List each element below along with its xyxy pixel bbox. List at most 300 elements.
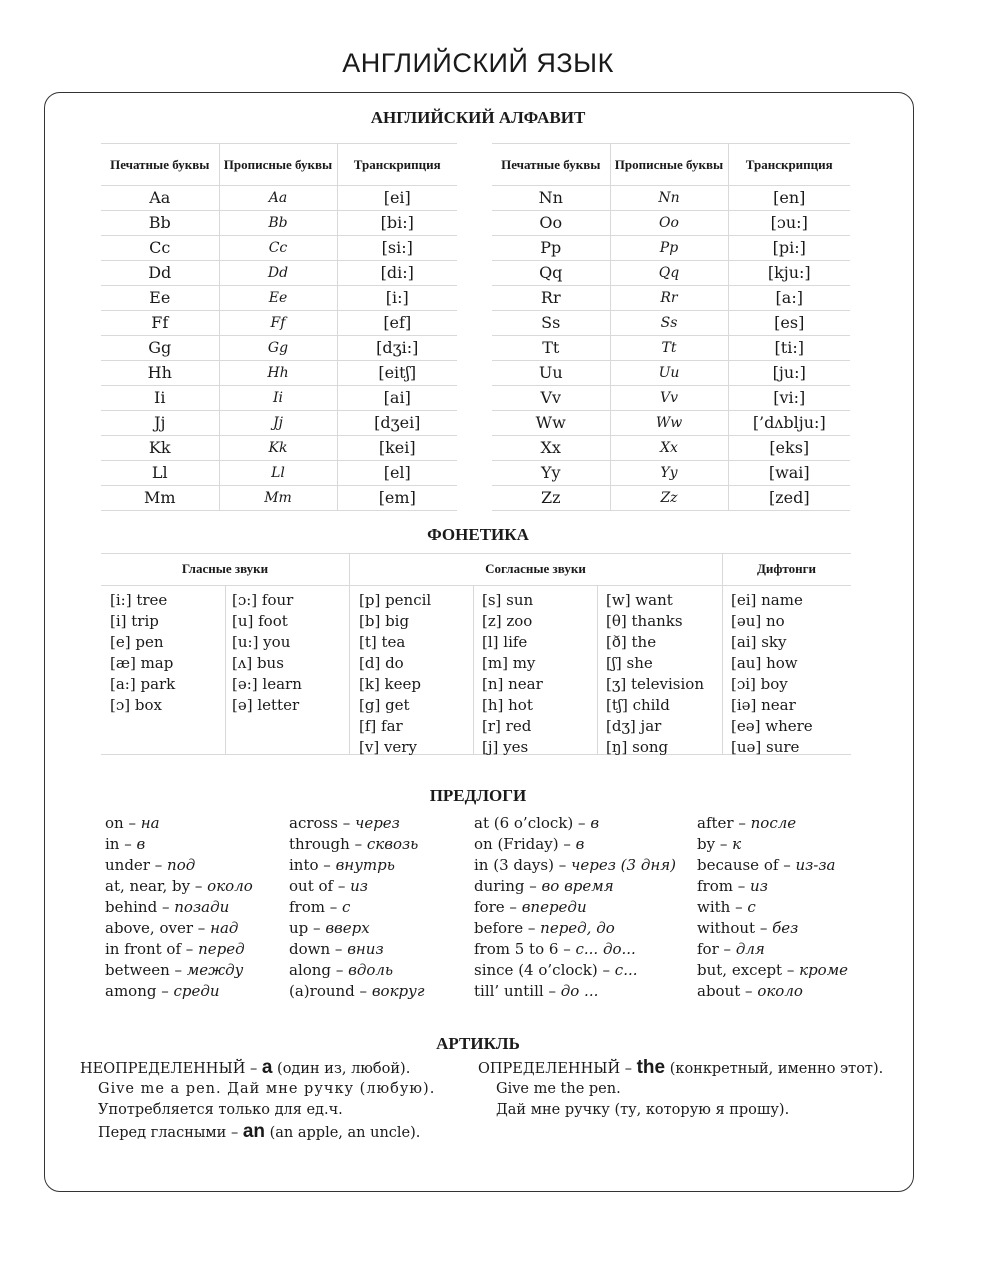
consonants-column-2 <box>482 590 543 758</box>
indefinite-example: Give me a pen. Дай мне ручку (любую). <box>98 1081 436 1097</box>
preposition-english: but, except <box>697 961 783 979</box>
dash-separator: – <box>190 877 208 895</box>
phonetic-sound: [h] hot <box>482 696 533 714</box>
preposition-english: before <box>474 919 524 937</box>
column-divider <box>597 586 598 754</box>
preposition-item <box>697 813 848 834</box>
preposition-russian: с... <box>614 961 638 979</box>
phonetic-sound: [ə:] learn <box>232 675 302 693</box>
preposition-russian: до ... <box>560 982 599 1000</box>
preposition-english: above, over <box>105 919 194 937</box>
dash-separator: – <box>308 919 326 937</box>
preposition-english: on <box>105 814 124 832</box>
phonetic-sound: [b] big <box>359 612 410 630</box>
definite-label: ОПРЕДЕЛЕННЫЙ – <box>478 1061 632 1077</box>
preposition-item <box>697 834 848 855</box>
preposition-russian: с... до... <box>575 940 636 958</box>
preposition-english: after <box>697 814 734 832</box>
preposition-russian: над <box>210 919 239 937</box>
phonetics-title: ФОНЕТИКА <box>427 525 529 544</box>
preposition-english: in front of <box>105 940 182 958</box>
dash-separator: – <box>543 982 561 1000</box>
preposition-russian: в <box>590 814 600 832</box>
preposition-item <box>289 918 424 939</box>
preposition-russian: через (3 дня) <box>571 856 676 874</box>
dash-separator: – <box>330 940 348 958</box>
preposition-english: at (6 o’clock) <box>474 814 574 832</box>
alphabet-row <box>492 336 850 361</box>
alphabet-row <box>101 261 457 286</box>
header-printed: Печатные буквы <box>101 144 219 186</box>
column-divider <box>349 554 350 754</box>
transcription: [dʒei] <box>337 411 457 436</box>
dash-separator: – <box>157 898 175 916</box>
preposition-english: in <box>105 835 120 853</box>
preposition-item <box>697 981 848 1002</box>
phonetic-sound: [m] my <box>482 654 536 672</box>
preposition-english: through <box>289 835 350 853</box>
cursive-letter: Aa <box>219 186 337 211</box>
cursive-letter: Ss <box>610 311 728 336</box>
printed-letter: Gg <box>101 336 219 361</box>
preposition-english: with <box>697 898 731 916</box>
vowel-label: Перед гласными – <box>98 1125 239 1141</box>
preposition-russian: из-за <box>795 856 836 874</box>
dash-separator: – <box>149 856 168 874</box>
preposition-english: on (Friday) <box>474 835 559 853</box>
preposition-russian: для <box>735 940 765 958</box>
dash-separator: – <box>504 898 522 916</box>
preposition-english: at, near, by <box>105 877 191 895</box>
cursive-letter: Gg <box>219 336 337 361</box>
cursive-letter: Hh <box>219 361 337 386</box>
alphabet-row <box>492 436 850 461</box>
cursive-letter: Rr <box>610 286 728 311</box>
phonetic-sound: [l] life <box>482 633 528 651</box>
preposition-russian: после <box>750 814 797 832</box>
consonants-column-1 <box>359 590 431 758</box>
preposition-russian: во время <box>541 877 614 895</box>
definite-word: the <box>636 1057 666 1078</box>
cursive-letter: Jj <box>219 411 337 436</box>
preposition-item <box>289 855 424 876</box>
prepositions-column-1 <box>105 813 253 1002</box>
transcription: [kei] <box>337 436 457 461</box>
dash-separator: – <box>331 961 349 979</box>
cursive-letter: Nn <box>610 186 728 211</box>
transcription: [a:] <box>728 286 850 311</box>
preposition-english: from <box>289 898 325 916</box>
alphabet-table-right <box>492 143 850 511</box>
cursive-letter: Ff <box>219 311 337 336</box>
preposition-russian: из <box>350 877 368 895</box>
alphabet-row <box>492 411 850 436</box>
printed-letter: Tt <box>492 336 610 361</box>
phonetic-sound: [uə] sure <box>731 738 800 756</box>
cursive-letter: Xx <box>610 436 728 461</box>
preposition-english: till’ untill <box>474 982 544 1000</box>
alphabet-row <box>101 236 457 261</box>
preposition-russian: вниз <box>347 940 384 958</box>
preposition-english: in (3 days) <box>474 856 554 874</box>
dash-separator: – <box>318 856 336 874</box>
alphabet-row <box>101 186 457 211</box>
phonetic-sound: [u:] you <box>232 633 291 651</box>
preposition-english: because of <box>697 856 779 874</box>
preposition-item <box>289 960 424 981</box>
transcription: [em] <box>337 486 457 511</box>
preposition-russian: через <box>355 814 400 832</box>
phonetic-sound: [tʃ] child <box>606 696 670 714</box>
alphabet-row <box>101 386 457 411</box>
preposition-english: about <box>697 982 741 1000</box>
printed-letter: Rr <box>492 286 610 311</box>
phonetic-sound: [ŋ] song <box>606 738 669 756</box>
preposition-russian: кроме <box>799 961 849 979</box>
alphabet-table-left <box>101 143 457 511</box>
phonetics-table <box>101 553 851 755</box>
preposition-item <box>474 813 676 834</box>
preposition-item <box>697 918 848 939</box>
dash-separator: – <box>573 814 591 832</box>
printed-letter: Aa <box>101 186 219 211</box>
preposition-item <box>105 960 253 981</box>
dash-separator: – <box>730 898 748 916</box>
preposition-russian: вдоль <box>348 961 394 979</box>
cursive-letter: Kk <box>219 436 337 461</box>
printed-letter: Ss <box>492 311 610 336</box>
preposition-item <box>474 960 676 981</box>
transcription: [dʒi:] <box>337 336 457 361</box>
alphabet-row <box>101 361 457 386</box>
header-cursive: Прописные буквы <box>610 144 728 186</box>
preposition-item <box>105 897 253 918</box>
phonetic-sound: [v] very <box>359 738 417 756</box>
preposition-item <box>697 960 848 981</box>
phonetic-sound: [i:] tree <box>110 591 168 609</box>
preposition-russian: с <box>747 898 756 916</box>
cursive-letter: Cc <box>219 236 337 261</box>
preposition-english: fore <box>474 898 505 916</box>
cursive-letter: Bb <box>219 211 337 236</box>
preposition-item <box>105 855 253 876</box>
phonetic-sound: [k] keep <box>359 675 422 693</box>
header-printed: Печатные буквы <box>492 144 610 186</box>
alphabet-row <box>492 311 850 336</box>
dash-separator: – <box>740 982 758 1000</box>
preposition-english: (a)round <box>289 982 355 1000</box>
preposition-item <box>474 918 676 939</box>
alphabet-row <box>492 361 850 386</box>
transcription: [zed] <box>728 486 850 511</box>
preposition-russian: впереди <box>521 898 587 916</box>
preposition-item <box>474 939 676 960</box>
header-transcription: Транскрипция <box>337 144 457 186</box>
printed-letter: Zz <box>492 486 610 511</box>
prepositions-column-3 <box>474 813 676 1002</box>
definite-example: Give me the pen. <box>496 1081 621 1097</box>
transcription: [di:] <box>337 261 457 286</box>
dash-separator: – <box>778 856 796 874</box>
cursive-letter: Dd <box>219 261 337 286</box>
printed-letter: Qq <box>492 261 610 286</box>
preposition-english: under <box>105 856 150 874</box>
printed-letter: Ee <box>101 286 219 311</box>
preposition-russian: в <box>136 835 146 853</box>
printed-letter: Vv <box>492 386 610 411</box>
dash-separator: – <box>169 961 187 979</box>
alphabet-row <box>101 336 457 361</box>
transcription: [ai] <box>337 386 457 411</box>
preposition-item <box>105 939 253 960</box>
preposition-english: along <box>289 961 332 979</box>
preposition-russian: вокруг <box>371 982 425 1000</box>
vowels-column-2 <box>232 590 302 716</box>
phonetic-sound: [ai] sky <box>731 633 787 651</box>
phonetic-sound: [ʃ] she <box>606 654 653 672</box>
preposition-item <box>105 834 253 855</box>
transcription: [ef] <box>337 311 457 336</box>
printed-letter: Dd <box>101 261 219 286</box>
phonetic-sound: [g] get <box>359 696 410 714</box>
alphabet-row <box>492 236 850 261</box>
vowels-column-1 <box>110 590 175 716</box>
consonants-header: Согласные звуки <box>349 554 722 586</box>
alphabet-row <box>101 411 457 436</box>
preposition-item <box>105 813 253 834</box>
phonetic-sound: [f] far <box>359 717 403 735</box>
phonetic-sound: [e] pen <box>110 633 164 651</box>
preposition-english: by <box>697 835 716 853</box>
preposition-russian: вверх <box>325 919 370 937</box>
phonetic-sound: [θ] thanks <box>606 612 683 630</box>
cursive-letter: Qq <box>610 261 728 286</box>
alphabet-row <box>101 286 457 311</box>
alphabet-row <box>101 461 457 486</box>
cursive-letter: Mm <box>219 486 337 511</box>
cursive-letter: Ll <box>219 461 337 486</box>
phonetic-sound: [ɔ] box <box>110 696 162 714</box>
dash-separator: – <box>324 898 343 916</box>
transcription: [’dʌblju:] <box>728 411 850 436</box>
preposition-english: for <box>697 940 719 958</box>
phonetic-sound: [ə] letter <box>232 696 300 714</box>
printed-letter: Nn <box>492 186 610 211</box>
printed-letter: Bb <box>101 211 219 236</box>
transcription: [ti:] <box>728 336 850 361</box>
printed-letter: Ii <box>101 386 219 411</box>
alphabet-row <box>492 286 850 311</box>
preposition-russian: перед <box>198 940 245 958</box>
dash-separator: – <box>119 835 137 853</box>
preposition-english: into <box>289 856 319 874</box>
alphabet-row <box>492 486 850 511</box>
phonetic-sound: [ð] the <box>606 633 657 651</box>
phonetic-sound: [p] pencil <box>359 591 432 609</box>
preposition-item <box>474 834 676 855</box>
preposition-russian: около <box>207 877 253 895</box>
phonetic-sound: [ei] name <box>731 591 803 609</box>
phonetic-sound: [ɔi] boy <box>731 675 788 693</box>
preposition-russian: внутрь <box>335 856 395 874</box>
preposition-russian: на <box>140 814 160 832</box>
dash-separator: – <box>558 835 576 853</box>
phonetic-sound: [au] how <box>731 654 798 672</box>
cursive-letter: Ee <box>219 286 337 311</box>
cursive-letter: Yy <box>610 461 728 486</box>
phonetic-sound: [əu] no <box>731 612 785 630</box>
vowels-header: Гласные звуки <box>101 554 349 586</box>
transcription: [eks] <box>728 436 850 461</box>
alphabet-row <box>101 436 457 461</box>
definite-translation: Дай мне ручку (ту, которую я прошу). <box>496 1102 790 1118</box>
preposition-item <box>289 981 424 1002</box>
cursive-letter: Uu <box>610 361 728 386</box>
transcription: [kju:] <box>728 261 850 286</box>
dash-separator: – <box>715 835 733 853</box>
dash-separator: – <box>782 961 800 979</box>
preposition-item <box>697 876 848 897</box>
column-divider <box>722 554 723 754</box>
transcription: [vi:] <box>728 386 850 411</box>
dash-separator: – <box>523 919 541 937</box>
preposition-item <box>289 897 424 918</box>
diphthongs-header: Дифтонги <box>722 554 851 586</box>
phonetic-sound: [n] near <box>482 675 543 693</box>
header-cursive: Прописные буквы <box>219 144 337 186</box>
preposition-russian: среди <box>173 982 220 1000</box>
dash-separator: – <box>524 877 542 895</box>
column-divider <box>225 586 226 754</box>
preposition-english: across <box>289 814 338 832</box>
dash-separator: – <box>597 961 615 979</box>
transcription: [el] <box>337 461 457 486</box>
indefinite-article-line <box>80 1057 410 1080</box>
cursive-letter: Pp <box>610 236 728 261</box>
preposition-english: among <box>105 982 157 1000</box>
printed-letter: Ll <box>101 461 219 486</box>
cursive-letter: Zz <box>610 486 728 511</box>
dash-separator: – <box>354 982 372 1000</box>
transcription: [es] <box>728 311 850 336</box>
preposition-russian: позади <box>174 898 230 916</box>
dash-separator: – <box>193 919 211 937</box>
preposition-item <box>697 897 848 918</box>
header-transcription: Транскрипция <box>728 144 850 186</box>
prepositions-title: ПРЕДЛОГИ <box>429 786 527 805</box>
preposition-item <box>474 897 676 918</box>
preposition-english: from 5 to 6 <box>474 940 559 958</box>
phonetic-sound: [r] red <box>482 717 532 735</box>
column-divider <box>473 586 474 754</box>
transcription: [si:] <box>337 236 457 261</box>
vowel-article-line <box>98 1121 420 1144</box>
cursive-letter: Vv <box>610 386 728 411</box>
preposition-item <box>697 855 848 876</box>
printed-letter: Kk <box>101 436 219 461</box>
dash-separator: – <box>337 814 355 832</box>
preposition-item <box>105 981 253 1002</box>
cursive-letter: Ww <box>610 411 728 436</box>
phonetic-sound: [ʌ] bus <box>232 654 284 672</box>
phonetic-sound: [s] sun <box>482 591 534 609</box>
phonetic-sound: [æ] map <box>110 654 174 672</box>
preposition-item <box>474 876 676 897</box>
printed-letter: Cc <box>101 236 219 261</box>
phonetic-sound: [z] zoo <box>482 612 533 630</box>
printed-letter: Oo <box>492 211 610 236</box>
alphabet-title: АНГЛИЙСКИЙ АЛФАВИТ <box>370 108 586 127</box>
transcription: [ju:] <box>728 361 850 386</box>
preposition-english: down <box>289 940 331 958</box>
article-title: АРТИКЛЬ <box>436 1034 520 1053</box>
preposition-english: out of <box>289 877 334 895</box>
alphabet-row <box>492 186 850 211</box>
alphabet-row <box>492 211 850 236</box>
preposition-russian: перед, до <box>540 919 615 937</box>
preposition-english: up <box>289 919 309 937</box>
prepositions-column-4 <box>697 813 848 1002</box>
preposition-russian: в <box>575 835 585 853</box>
preposition-item <box>289 813 424 834</box>
indefinite-label: НЕОПРЕДЕЛЕННЫЙ – <box>80 1061 258 1077</box>
alphabet-row <box>101 211 457 236</box>
preposition-item <box>289 876 424 897</box>
dash-separator: – <box>123 814 141 832</box>
alphabet-row <box>101 486 457 511</box>
prepositions-column-2 <box>289 813 424 1002</box>
preposition-item <box>105 918 253 939</box>
vowel-note: (an apple, an uncle). <box>269 1125 421 1141</box>
preposition-item <box>474 855 676 876</box>
page-title: АНГЛИЙСКИЙ ЯЗЫК <box>342 48 614 78</box>
dash-separator: – <box>755 919 773 937</box>
preposition-item <box>474 981 676 1002</box>
transcription: [ɔu:] <box>728 211 850 236</box>
preposition-russian: из <box>750 877 768 895</box>
transcription: [en] <box>728 186 850 211</box>
preposition-english: during <box>474 877 525 895</box>
transcription: [pi:] <box>728 236 850 261</box>
cursive-letter: Tt <box>610 336 728 361</box>
transcription: [i:] <box>337 286 457 311</box>
phonetic-sound: [w] want <box>606 591 673 609</box>
vowel-article-word: an <box>242 1121 266 1142</box>
preposition-item <box>289 834 424 855</box>
dash-separator: – <box>718 940 736 958</box>
indefinite-word: a <box>261 1057 273 1078</box>
dash-separator: – <box>156 982 174 1000</box>
phonetic-sound: [t] tea <box>359 633 406 651</box>
preposition-english: behind <box>105 898 158 916</box>
printed-letter: Hh <box>101 361 219 386</box>
dash-separator: – <box>181 940 199 958</box>
alphabet-row <box>101 311 457 336</box>
printed-letter: Uu <box>492 361 610 386</box>
phonetic-sound: [d] do <box>359 654 404 672</box>
cursive-letter: Ii <box>219 386 337 411</box>
preposition-russian: с <box>342 898 351 916</box>
preposition-russian: между <box>186 961 244 979</box>
preposition-english: from <box>697 877 733 895</box>
transcription: [bi:] <box>337 211 457 236</box>
phonetic-sound: [iə] near <box>731 696 796 714</box>
printed-letter: Mm <box>101 486 219 511</box>
preposition-russian: сквозь <box>366 835 419 853</box>
preposition-russian: к <box>732 835 742 853</box>
printed-letter: Jj <box>101 411 219 436</box>
alphabet-row <box>492 261 850 286</box>
